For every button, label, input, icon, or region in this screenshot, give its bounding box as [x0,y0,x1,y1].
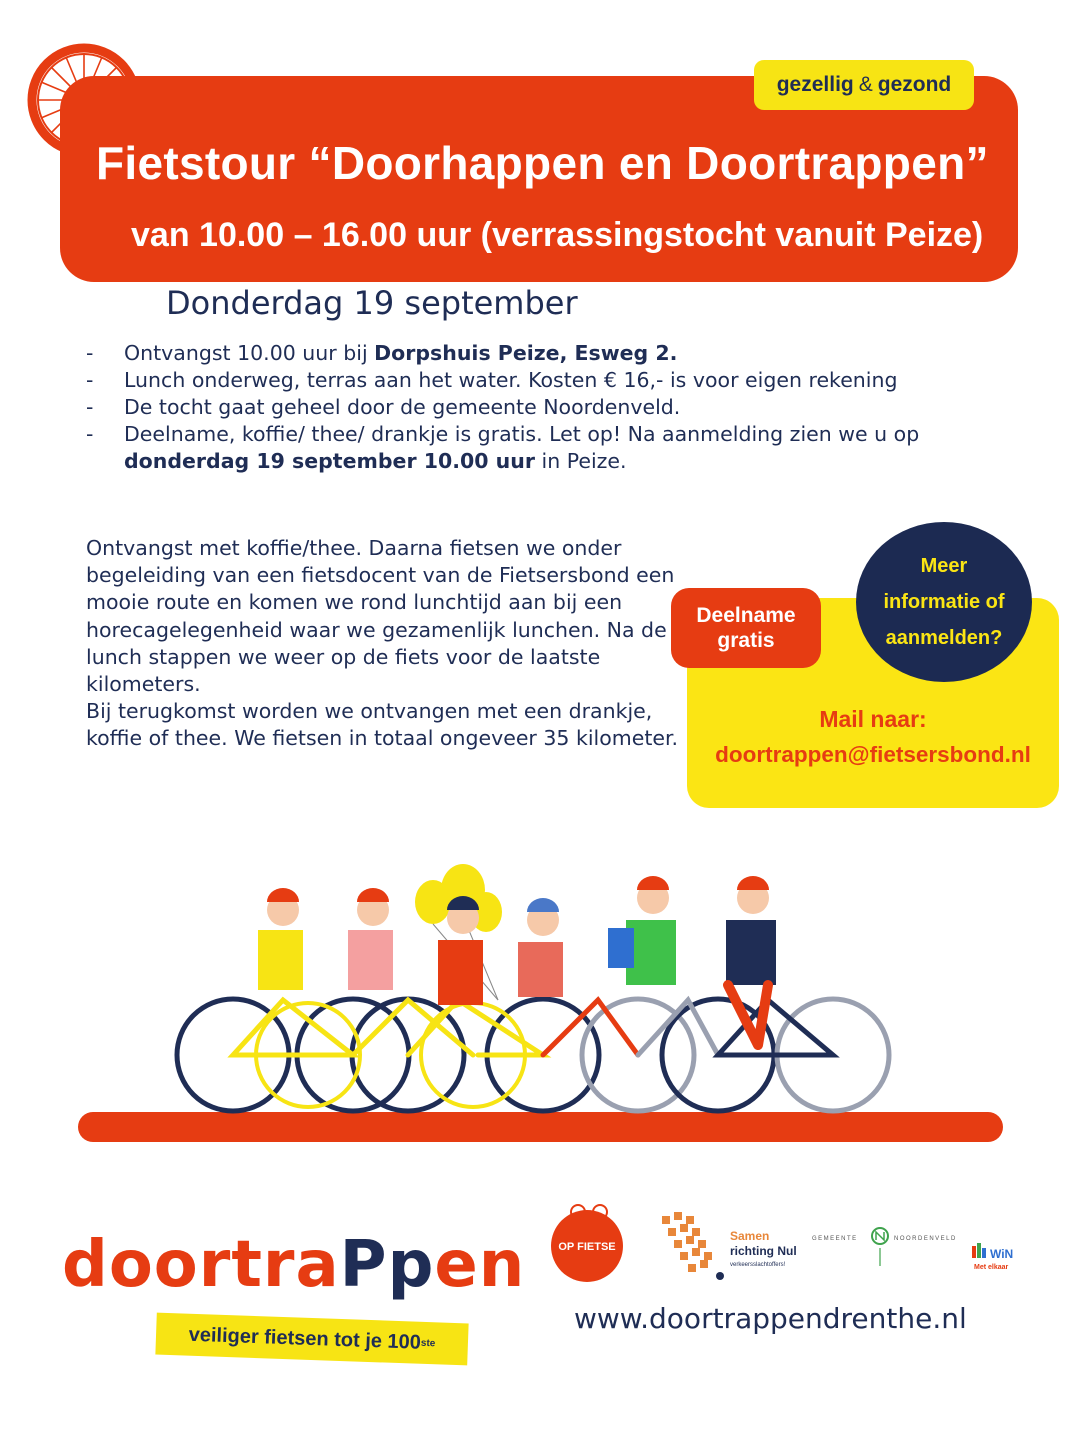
doortrappen-tagline: veiliger fietsen tot je 100 $_{ste}$ [155,1313,468,1366]
description-text [86,535,686,753]
samen-richting-nul-logo [660,1210,800,1286]
win-logo [970,1240,1034,1274]
website-link[interactable]: www.doortrappendrenthe.nl [574,1302,967,1335]
gemeente-noordenveld-logo [810,1222,970,1270]
email-link[interactable]: doortrappen@fietsersbond.nl [715,742,1031,767]
gemeente-text: GEMEENTE [812,1236,858,1242]
cyclists-illustration [78,850,1008,1180]
list-item: - Deelname, koffie/ thee/ drankje is gratis. Let op! Na aanmelding zien we u op donderdag 19 september 10.00 uur in Peize. [86,422,920,473]
op-fietse-logo [544,1196,630,1286]
event-date: Donderdag 19 september [166,284,578,322]
free-participation-badge: Deelname gratis [671,588,821,668]
samen-text: Samen [730,1229,770,1243]
description-paragraph-1: Ontvangst met koffie/thee. Daarna fietsen we onder begeleiding van een fietsdocent van de Fietsersbond een mooie route en komen we rond lunchtijd aan bij een horecagelegenheid waar we gezamenlijk lunchen. Na de lunch stappen we weer op de fiets voor de laatste kilometers. [86,536,675,697]
verkeersslachtoffers-text: verkeersslachtoffers! [730,1262,786,1268]
tagline-amp: & [858,73,873,96]
noordenveld-text: NOORDENVELD [894,1236,957,1242]
tagline-badge [754,60,974,110]
doortrappen-logo: doortraPpen [62,1228,526,1302]
tagline-right: gezond [877,73,952,96]
event-title: Fietstour “Doorhappen en Doortrappen” [96,137,989,189]
mail-label: Mail naar: [819,706,927,732]
richting-nul-text: richting Nul [730,1244,797,1258]
list-item: - De tocht gaat geheel door de gemeente Noordenveld. [86,395,681,419]
win-sub-text: Met elkaar [974,1264,1009,1271]
description-paragraph-2: Bij terugkomst worden we ontvangen met een drankje, koffie of thee. We fietsen in totaal ongeveer 35 kilometer. [86,699,679,751]
list-item: - Lunch onderweg, terras aan het water. Kosten € 16,- is voor eigen rekening [86,368,898,392]
op-fietse-text: OP FIETSE [558,1241,616,1253]
more-info-circle: Meer informatie of aanmelden? [856,522,1032,682]
win-text: WiN [990,1247,1014,1261]
event-subtitle: van 10.00 – 16.00 uur (verrassingstocht vanuit Peize) [131,216,984,254]
details-list [86,340,1046,475]
list-item: - Ontvangst 10.00 uur bij Dorpshuis Peize, Esweg 2. [86,341,678,365]
tagline-left: gezellig [776,73,854,96]
